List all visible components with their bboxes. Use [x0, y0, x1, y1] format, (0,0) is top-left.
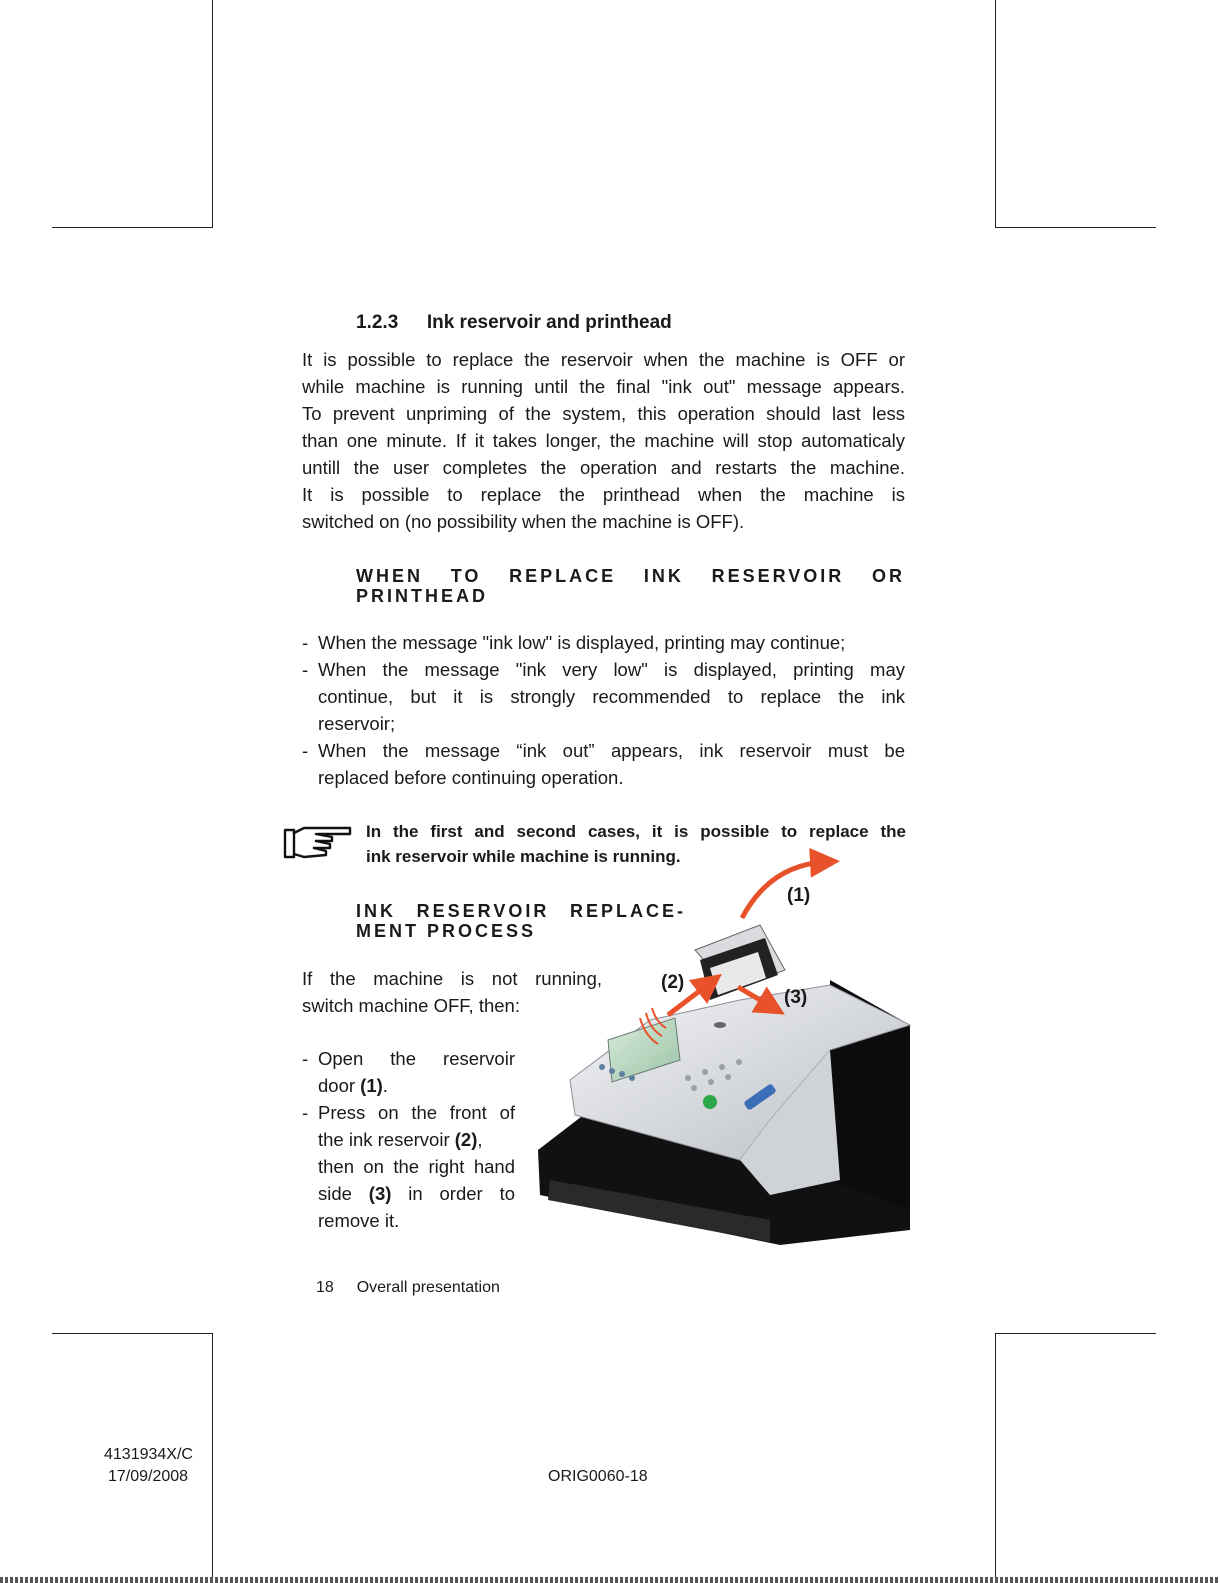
- list-item: - Press on the front of the ink reservoir (2), then on the right hand side (3) in order to remove it.: [302, 1102, 515, 1231]
- crop-mark: [52, 1333, 213, 1334]
- footer-section: Overall presentation: [356, 1279, 500, 1296]
- crop-mark: [212, 1333, 213, 1583]
- crop-mark: [995, 1333, 1156, 1334]
- figure-label-3: (3): [784, 987, 808, 1008]
- page-number: 18: [316, 1279, 334, 1296]
- arrows-overlay: [600, 840, 860, 1060]
- print-date: 17/09/2008: [108, 1468, 189, 1485]
- print-orig: ORIG0060-18: [548, 1468, 648, 1485]
- crop-mark: [995, 0, 996, 228]
- intro-line: while machine is running until the final "ink out" message appears.: [302, 376, 905, 397]
- intro-paragraph: [302, 346, 905, 535]
- section-number: 1.2.3: [356, 312, 399, 333]
- figure-label-1: (1): [787, 885, 811, 906]
- section-title: Ink reservoir and printhead: [426, 312, 672, 333]
- process-steps: [302, 1045, 515, 1234]
- list-item: - When the message "ink very low" is displayed, printing may continue, but it is strongly recommended to replace the ink reservoir;: [302, 659, 905, 734]
- process-intro-line: If the machine is not running,: [302, 968, 602, 989]
- registration-strip: [0, 1577, 1220, 1583]
- intro-line: untill the user completes the operation and restarts the machine.: [302, 457, 905, 478]
- pointing-hand-icon: [282, 824, 354, 860]
- crop-mark: [212, 0, 213, 228]
- when-bullets: [302, 629, 905, 791]
- list-item: - Open the reservoir door (1).: [302, 1048, 515, 1096]
- process-intro-line: switch machine OFF, then:: [302, 995, 520, 1016]
- note-line: In the first and second cases, it is possible to replace the: [366, 822, 906, 841]
- process-heading-line: INK RESERVOIR REPLACE-: [356, 901, 686, 921]
- section-heading: [356, 312, 672, 334]
- intro-line: To prevent unpriming of the system, this operation should last less: [302, 403, 905, 424]
- intro-line: It is possible to replace the printhead when the machine is: [302, 484, 905, 505]
- intro-line: switched on (no possibility when the machine is OFF).: [302, 511, 745, 532]
- print-doc-id: 4131934X/C: [104, 1446, 193, 1463]
- crop-mark: [995, 227, 1156, 228]
- crop-mark: [995, 1333, 996, 1583]
- list-item: - When the message “ink out” appears, ink reservoir must be replaced before continuing operation.: [302, 740, 905, 788]
- when-heading: [356, 566, 905, 606]
- page-footer: [316, 1279, 500, 1297]
- intro-line: It is possible to replace the reservoir when the machine is OFF or: [302, 349, 905, 370]
- when-heading-line: WHEN TO REPLACE INK RESERVOIR OR: [356, 566, 905, 586]
- arrow-3: [738, 987, 772, 1007]
- when-heading-line: PRINTHEAD: [356, 586, 489, 606]
- note-line: ink reservoir while machine is running.: [366, 847, 681, 866]
- intro-line: than one minute. If it takes longer, the machine will stop automaticaly: [302, 430, 905, 451]
- crop-mark: [52, 227, 213, 228]
- figure-label-2: (2): [661, 972, 685, 993]
- list-item: - When the message "ink low" is displayed, printing may continue;: [302, 632, 846, 653]
- arrow-1: [742, 862, 825, 918]
- press-waves: [640, 1008, 666, 1044]
- process-heading-line: MENT PROCESS: [356, 921, 537, 941]
